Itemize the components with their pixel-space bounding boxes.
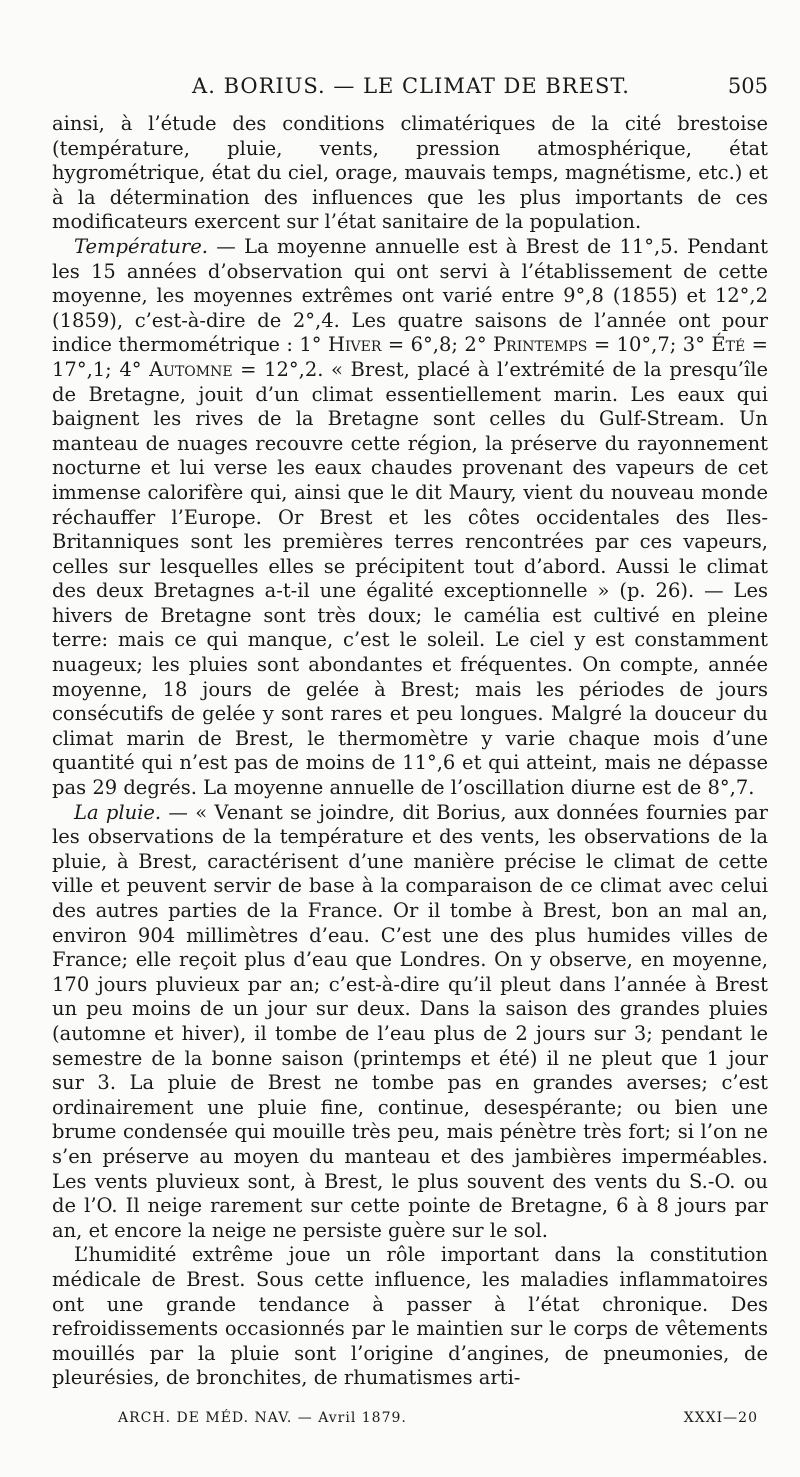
season-label: Hiver [327,333,382,357]
text-run: = 6°,8; 2° [381,333,494,357]
article-body [52,112,768,1391]
paragraph [52,801,768,1244]
section-heading: La pluie. [74,800,162,824]
text-run: = 10°,7; 3° [587,333,712,357]
section-heading: Température. [74,234,208,258]
text-run: L’humidité extrême joue un rôle important dans la constitution médicale de Brest. Sous cette influence, les maladies inflammatoires ont une grande tendance à passer à l’état chronique. Des refroidissements occasionnés par le maintien sur le corps de vêtements mouillés par la pluie sont l’origine d’angines, de pneumonies, de pleurésies, de bronchites, de rhumatismes arti- [52,1243,768,1390]
signature-mark: XXXI—20 [683,1410,758,1426]
text-run: — La moyenne annuelle est à Brest de 11°,5. Pendant les 15 années d’observation qui ont servi à l’établissement de cette moyenne, les moyennes extrêmes ont varié entre 9°,8 (1855) et 12°,2 (1859), c’est-à-dire de 2°,4. Les quatre saisons de l’année ont pour indice thermométrique : 1° [52,234,768,357]
text-run: = 12°,2. « Brest, placé à l’extrémité de la presqu’île de Bretagne, jouit d’un climat essentiellement marin. Les eaux qui baignent les rives de la Bretagne sont celles du Gulf-Stream. Un manteau de nuages recouvre cette région, la préserve du rayonnement nocturne et lui verse les eaux chaudes provenant des vapeurs de cet immense calorifère qui, ainsi que le dit Maury, vient du nouveau monde réchauffer l’Europe. Or Brest et les côtes occidentales des Iles-Britanniques sont les premières terres rencontrées par ces vapeurs, celles sur lesquelles elles se précipitent tout d’abord. Aussi le climat des deux Bretagnes a-t-il une égalité exceptionnelle » (p. 26). — Les hivers de Bretagne sont très doux; le camélia est cultivé en pleine terre: mais ce qui manque, c’est le soleil. Le ciel y est constamment nuageux; les pluies sont abondantes et fréquentes. On compte, année moyenne, 18 jours de gelée à Brest; mais les périodes de jours consécutifs de gelée y sont rares et peu longues. Malgré la douceur du climat marin de Brest, le thermomètre y varie chaque mois d’une quantité qui n’est pas de moins de 11°,6 et qui atteint, mais ne dépasse pas 29 degrés. La moyenne annuelle de l’oscillation diurne est de 8°,7. [52,357,768,800]
season-label: Automne [149,357,233,381]
season-label: Printemps [493,333,588,357]
journal-citation: ARCH. DE MÉD. NAV. — Avril 1879. [118,1410,407,1426]
text-run: = 17°,1; 4° [52,333,769,381]
text-run: — « Venant se joindre, dit Borius, aux données fournies par les observations de la température et des vents, les observations de la pluie, à Brest, caractérisent d’une manière précise le climat de cette ville et peuvent servir de base à la comparaison de ce climat avec celui des autres parties de la France. Or il tombe à Brest, bon an mal an, environ 904 millimètres d’eau. C’est une des plus humides villes de France; elle reçoit plus d’eau que Londres. On y observe, en moyenne, 170 jours pluvieux par an; c’est-à-dire qu’il pleut dans l’année à Brest un peu moins de un jour sur deux. Dans la saison des grandes pluies (automne et hiver), il tombe de l’eau plus de 2 jours sur 3; pendant le semestre de la bonne saison (printemps et été) il ne pleut que 1 jour sur 3. La pluie de Brest ne tombe pas en grandes averses; c’est ordinairement une pluie fine, continue, desespérante; ou bien une brume condensée qui mouille très peu, mais pénètre très fort; si l’on ne s’en préserve au moyen du manteau et des jambières imperméables. Les vents pluvieux sont, à Brest, le plus souvent des vents du S.-O. ou de l’O. Il neige rarement sur cette pointe de Bretagne, 6 à 8 jours par an, et encore la neige ne persiste guère sur le sol. [52,800,768,1242]
paragraph [52,1243,768,1391]
season-label: Été [711,333,746,357]
page-number: 505 [727,74,768,98]
paragraph [52,112,768,235]
page-footer [118,1410,758,1430]
text-run: ainsi, à l’étude des conditions climatériques de la cité brestoise (température, pluie, vents, pression atmosphérique, état hygrométrique, état du ciel, orage, mauvais temps, magnétisme, etc.) et à la détermination des influences que les plus importants de ces modificateurs exercent sur l’état sanitaire de la population. [52,112,768,234]
running-title: A. BORIUS. — LE CLIMAT DE BREST. [192,74,630,98]
paragraph [52,235,768,801]
page-header [52,74,770,104]
